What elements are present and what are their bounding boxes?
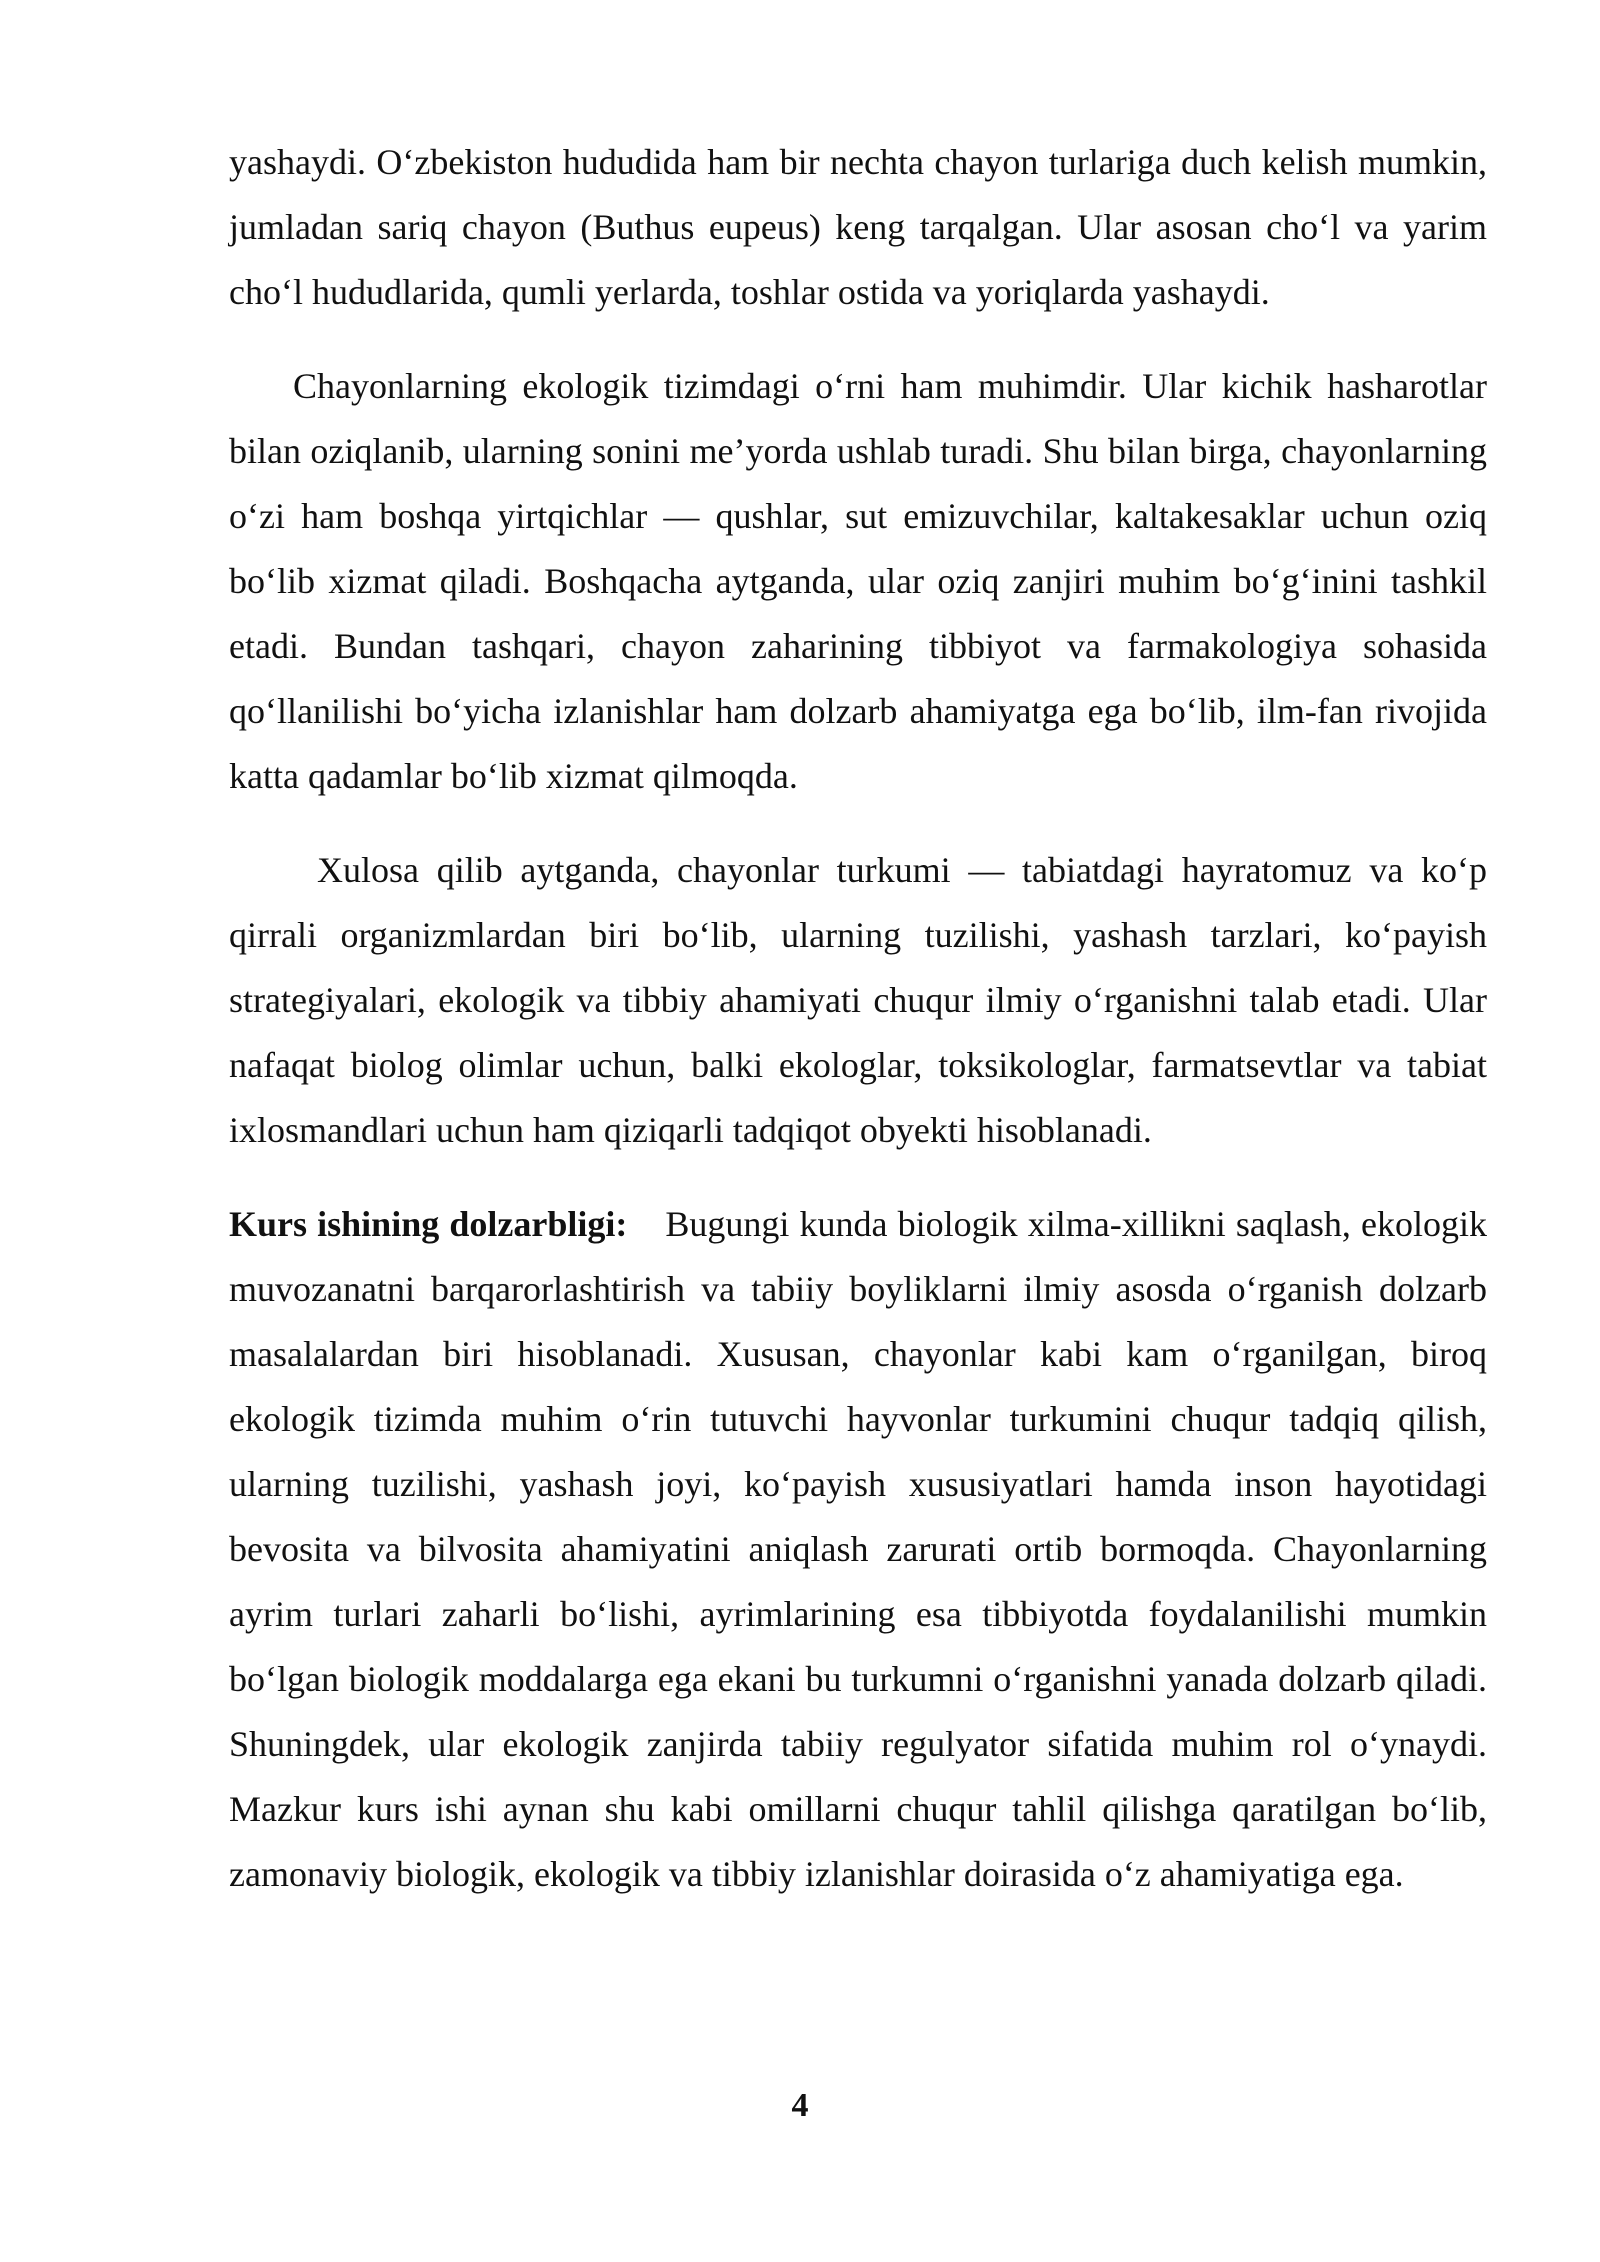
paragraph-ecology: Chayonlarning ekologik tizimdagi o‘rni ham muhimdir. Ular kichik hasharotlar bilan oziqlanib, ularning sonini me’yorda ushlab turadi. Shu bilan birga, chayonlarning o‘zi ham boshqa yirtqichlar — qushlar, sut emizuvchilar, kaltakesaklar uchun oziq bo‘lib xizmat qiladi. Boshqacha aytganda, ular oziq zanjiri muhim bo‘g‘inini tashkil etadi. Bundan tashqari, chayon zaharining tibbiyot va farmakologiya sohasida qo‘llanilishi bo‘yicha izlanishlar ham dolzarb ahamiyatga ega bo‘lib, ilm-fan rivojida katta qadamlar bo‘lib xizmat qilmoqda. <box>229 366 1487 796</box>
document-body <box>229 130 1487 1907</box>
paragraph-conclusion: Xulosa qilib aytganda, chayonlar turkumi — tabiatdagi hayratomuz va ko‘p qirrali organizmlardan biri bo‘lib, ularning tuzilishi, yashash tarzlari, ko‘payish strategiyalari, ekologik va tibbiy ahamiyati chuqur ilmiy o‘rganishni talab etadi. Ular nafaqat biolog olimlar uchun, balki ekologlar, toksikologlar, farmatsevtlar va tabiat ixlosmandlari uchun ham qiziqarli tadqiqot obyekti hisoblanadi. <box>229 850 1487 1150</box>
relevance-text: Bugungi kunda biologik xilma-xillikni saqlash, ekologik muvozanatni barqarorlashtirish va tabiiy boyliklarni ilmiy asosda o‘rganish dolzarb masalalardan biri hisoblanadi. Xususan, chayonlar kabi kam o‘rganilgan, biroq ekologik tizimda muhim o‘rin tutuvchi hayvonlar turkumini chuqur tadqiq qilish, ularning tuzilishi, yashash joyi, ko‘payish xususiyatlari hamda inson hayotidagi bevosita va bilvosita ahamiyatini aniqlash zarurati ortib bormoqda. Chayonlarning ayrim turlari zaharli bo‘lishi, ayrimlarining esa tibbiyotda foydalanilishi mumkin bo‘lgan biologik moddalarga ega ekani bu turkumni o‘rganishni yanada dolzarb qiladi. Shuningdek, ular ekologik zanjirda tabiiy regulyator sifatida muhim rol o‘ynaydi. Mazkur kurs ishi aynan shu kabi omillarni chuqur tahlil qilishga qaratilgan bo‘lib, zamonaviy biologik, ekologik va tibbiy izlanishlar doirasida o‘z ahamiyatiga ega. <box>229 1204 1487 1894</box>
paragraph-relevance <box>229 1192 1487 1907</box>
paragraph-continuation: yashaydi. O‘zbekiston hududida ham bir nechta chayon turlariga duch kelish mumkin, jumladan sariq chayon (Buthus eupeus) keng tarqalgan. Ular asosan cho‘l va yarim cho‘l hududlarida, qumli yerlarda, toshlar ostida va yoriqlarda yashaydi. <box>229 142 1487 312</box>
page-number: 4 <box>791 2087 809 2124</box>
relevance-heading: Kurs ishining dolzarbligi: <box>229 1204 628 1244</box>
